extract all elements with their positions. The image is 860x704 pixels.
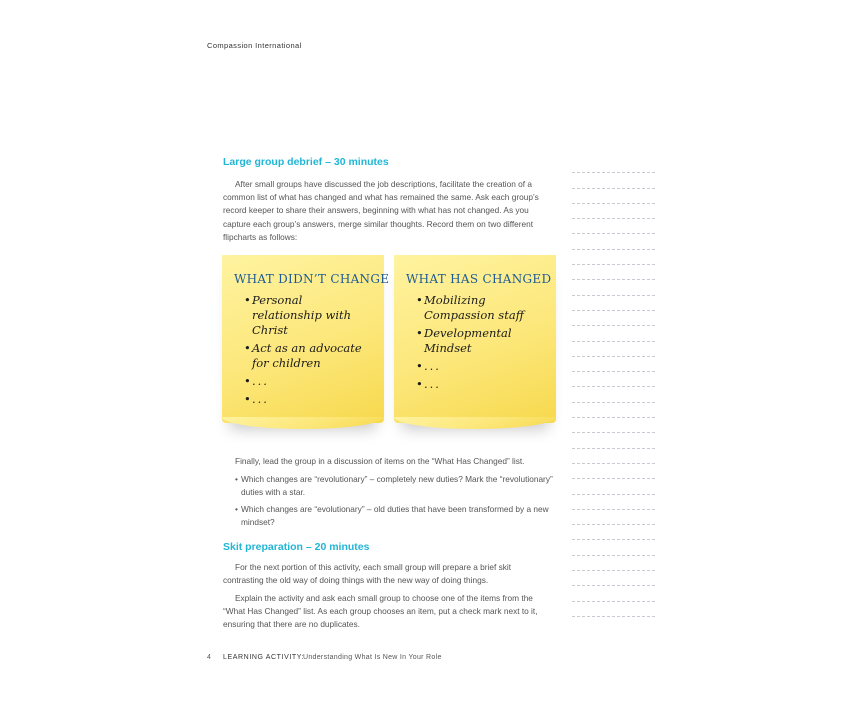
note-item: • ... (244, 392, 372, 407)
note-list (416, 293, 544, 395)
note-item: • ... (416, 377, 544, 392)
list-item: • Which changes are “evolutionary” – old duties that have been transformed by a new mindset? (235, 503, 555, 529)
note-item: • Developmental Mindset (416, 326, 544, 356)
note-item: • Mobilizing Compassion staff (416, 293, 544, 323)
skit-paragraph-2-text: Explain the activity and ask each small group to choose one of the items from the “What Has Changed” list. As each group chooses an item, put a check mark next to it, ensuring that there are no duplicates. (223, 593, 538, 630)
skit-paragraph-2 (223, 592, 553, 632)
debrief-followup-paragraph: Finally, lead the group in a discussion of items on the “What Has Changed” list. (235, 456, 525, 466)
sticky-note-didnt-change (222, 255, 390, 423)
list-item: • Which changes are “revolutionary” – completely new duties? Mark the “revolutionary” duties with a star. (235, 473, 555, 499)
note-title: WHAT DIDN’T CHANGE (234, 272, 390, 286)
flipchart-notes (222, 255, 562, 471)
note-item: • Act as an advocate for children (244, 341, 372, 371)
note-list (244, 293, 372, 410)
section-heading-skit: Skit preparation – 20 minutes (223, 541, 370, 553)
skit-paragraph-1-text: For the next portion of this activity, each small group will prepare a brief skit contrasting the old way of doing things with the new way of doing things. (223, 562, 512, 586)
notes-ruled-lines (572, 158, 655, 617)
section-heading-debrief: Large group debrief – 30 minutes (223, 156, 389, 168)
skit-paragraph-1 (223, 561, 553, 587)
note-title: WHAT HAS CHANGED (406, 272, 552, 286)
debrief-intro-paragraph (223, 178, 553, 244)
organization-name: Compassion International (207, 41, 302, 50)
note-item: • Personal relationship with Christ (244, 293, 372, 338)
discussion-bullet-list (235, 473, 555, 533)
note-item: • ... (416, 359, 544, 374)
footer-title: Understanding What Is New In Your Role (303, 654, 442, 661)
debrief-intro-text: After small groups have discussed the job descriptions, facilitate the creation of a common list of what has changed and what has remained the same. Ask each group’s record keeper to share their answers, beginning with what has not changed. As you capture each group’s answers, merge similar thoughts. Record them on two different flipcharts as follows: (223, 179, 539, 242)
page-number: 4 (207, 654, 211, 661)
sticky-note-has-changed (394, 255, 556, 423)
note-item: • ... (244, 374, 372, 389)
footer-label: LEARNING ACTIVITY: (223, 654, 305, 661)
